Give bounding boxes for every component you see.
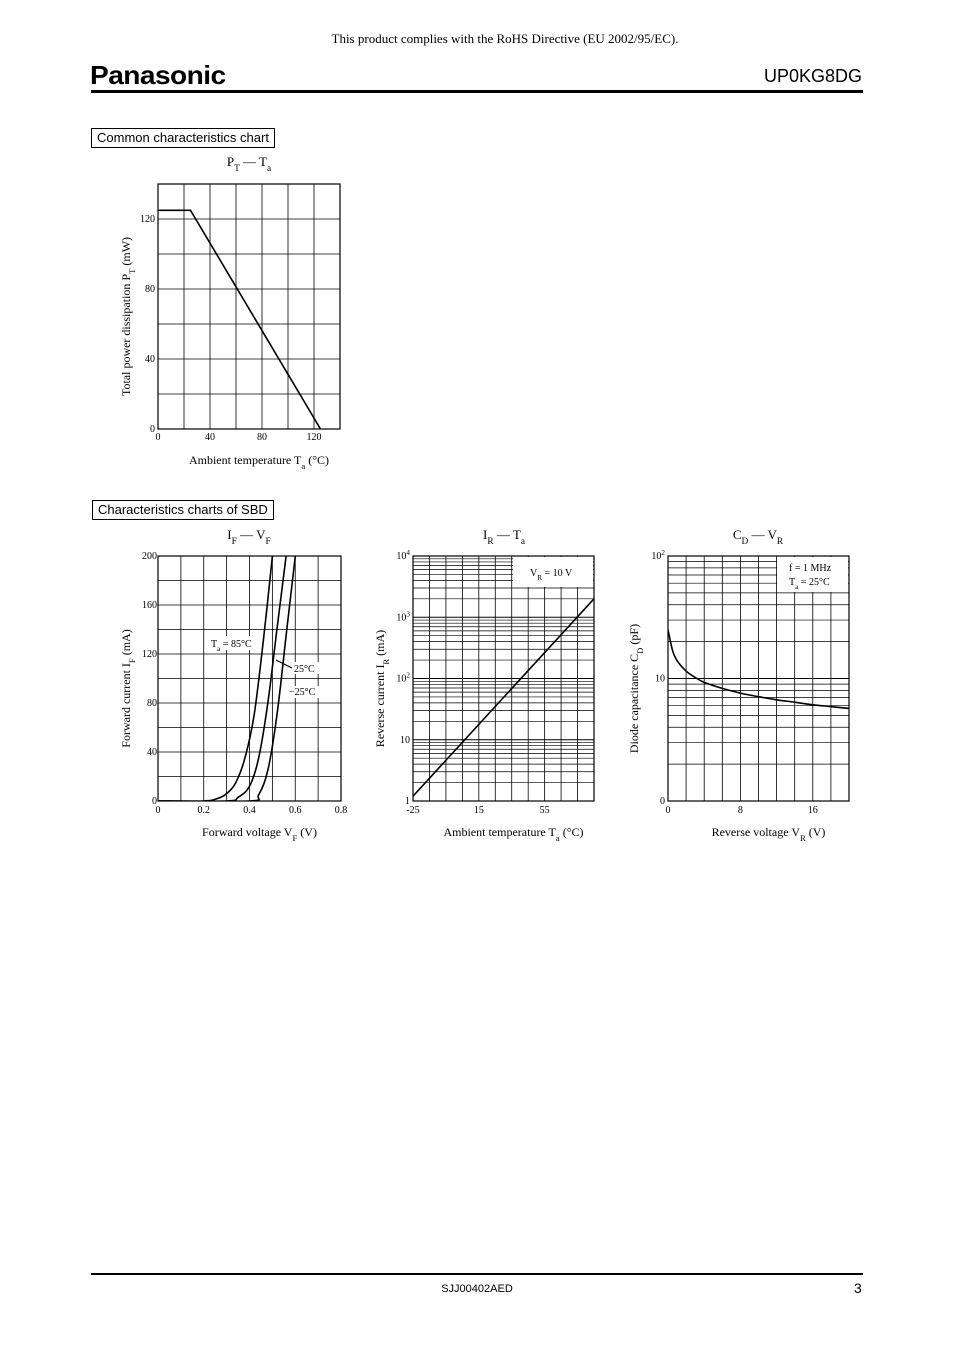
y-axis-label: Reverse current $I_R$ (mA) xyxy=(373,629,391,748)
annotation-ta85: $T_a = 85^\circ C$ xyxy=(211,639,252,653)
y-tick-label: $10^4$ xyxy=(396,549,410,562)
x-axis-label: Reverse voltage $V_R$ (V) xyxy=(711,825,826,843)
x-tick-label: 8 xyxy=(737,805,743,816)
x-tick-label: 15 xyxy=(473,805,484,816)
x-tick-label: 80 xyxy=(257,432,267,443)
x-axis-label: Ambient temperature $T_a$ (°C) xyxy=(188,453,330,471)
chart-pt-ta xyxy=(119,154,340,471)
x-tick-label: 0.2 xyxy=(197,805,210,816)
grid xyxy=(668,556,849,801)
part-number: UP0KG8DG xyxy=(763,66,862,86)
chart-title: $P_T$ — $T_a$ xyxy=(226,154,272,174)
x-tick-label: 0.8 xyxy=(334,805,348,816)
chart-ir-ta xyxy=(373,527,594,843)
y-tick-label: 0 xyxy=(150,424,155,435)
y-tick-label: 80 xyxy=(145,284,155,295)
grid xyxy=(413,556,594,801)
grid xyxy=(158,556,341,801)
legend-vr: $V_R = 10$ V xyxy=(530,568,573,582)
y-tick-label: $10^2$ xyxy=(396,671,410,685)
section-common-label: Common characteristics chart xyxy=(91,128,275,148)
rohs-notice: This product complies with the RoHS Directive (EU 2002/95/EC). xyxy=(331,31,679,46)
x-axis-label: Forward voltage $V_F$ (V) xyxy=(202,825,317,843)
plot-frame xyxy=(158,184,340,429)
x-tick-label: 0 xyxy=(665,805,671,816)
legend-ta: $T_a = 25^\circ C$ xyxy=(789,577,830,591)
y-tick-label: 0 xyxy=(660,796,665,807)
y-axis-label: Diode capacitance $C_D$ (pF) xyxy=(627,623,645,754)
section-sbd-label: Characteristics charts of SBD xyxy=(92,500,274,520)
x-tick-label: 0 xyxy=(155,432,161,443)
y-tick-label: 10 xyxy=(400,734,410,746)
series-line xyxy=(413,599,594,796)
panasonic-logo: Panasonic xyxy=(90,60,226,90)
annotation-minus25c: −25°C xyxy=(289,687,316,698)
y-tick-label: 80 xyxy=(147,698,157,709)
chart-title: $I_F$ — $V_F$ xyxy=(227,527,271,547)
chart-title: $I_R$ — $T_a$ xyxy=(483,527,525,547)
y-tick-label: 1 xyxy=(405,796,410,807)
chart-title: $C_D$ — $V_R$ xyxy=(732,527,784,547)
y-tick-label: 40 xyxy=(147,747,157,758)
x-tick-label: 40 xyxy=(205,432,215,443)
series-line xyxy=(158,210,321,429)
chart-cd-vr xyxy=(627,527,849,843)
x-axis-label: Ambient temperature $T_a$ (°C) xyxy=(443,825,584,843)
page-number: 3 xyxy=(854,1280,862,1296)
y-axis-label: Total power dissipation $P_T$ (mW) xyxy=(119,236,137,397)
x-tick-label: 55 xyxy=(539,805,550,816)
document-number: SJJ00402AED xyxy=(441,1283,513,1295)
x-tick-label: 0 xyxy=(155,805,161,816)
y-tick-label: 40 xyxy=(145,354,155,365)
x-tick-label: 0.6 xyxy=(289,805,302,816)
y-tick-label: 10 xyxy=(655,673,665,685)
chart-if-vf xyxy=(119,527,347,843)
y-tick-label: 120 xyxy=(142,649,157,660)
y-axis-label: Forward current $I_F$ (mA) xyxy=(119,629,137,748)
y-tick-label: 200 xyxy=(142,551,157,562)
x-tick-label: 0.4 xyxy=(243,805,256,816)
x-tick-label: 120 xyxy=(306,432,322,443)
grid xyxy=(158,184,340,429)
annotation-25c: 25°C xyxy=(294,664,315,675)
y-tick-label: 120 xyxy=(140,214,155,225)
y-tick-label: $10^2$ xyxy=(651,549,665,562)
x-tick-label: 16 xyxy=(807,805,818,816)
y-tick-label: 0 xyxy=(152,796,157,807)
footer-rule xyxy=(91,1273,863,1275)
legend-freq: f = 1 MHz xyxy=(789,563,832,574)
x-tick-label: -25 xyxy=(406,805,420,816)
y-tick-label: $10^3$ xyxy=(396,610,410,624)
y-tick-label: 160 xyxy=(142,600,157,611)
